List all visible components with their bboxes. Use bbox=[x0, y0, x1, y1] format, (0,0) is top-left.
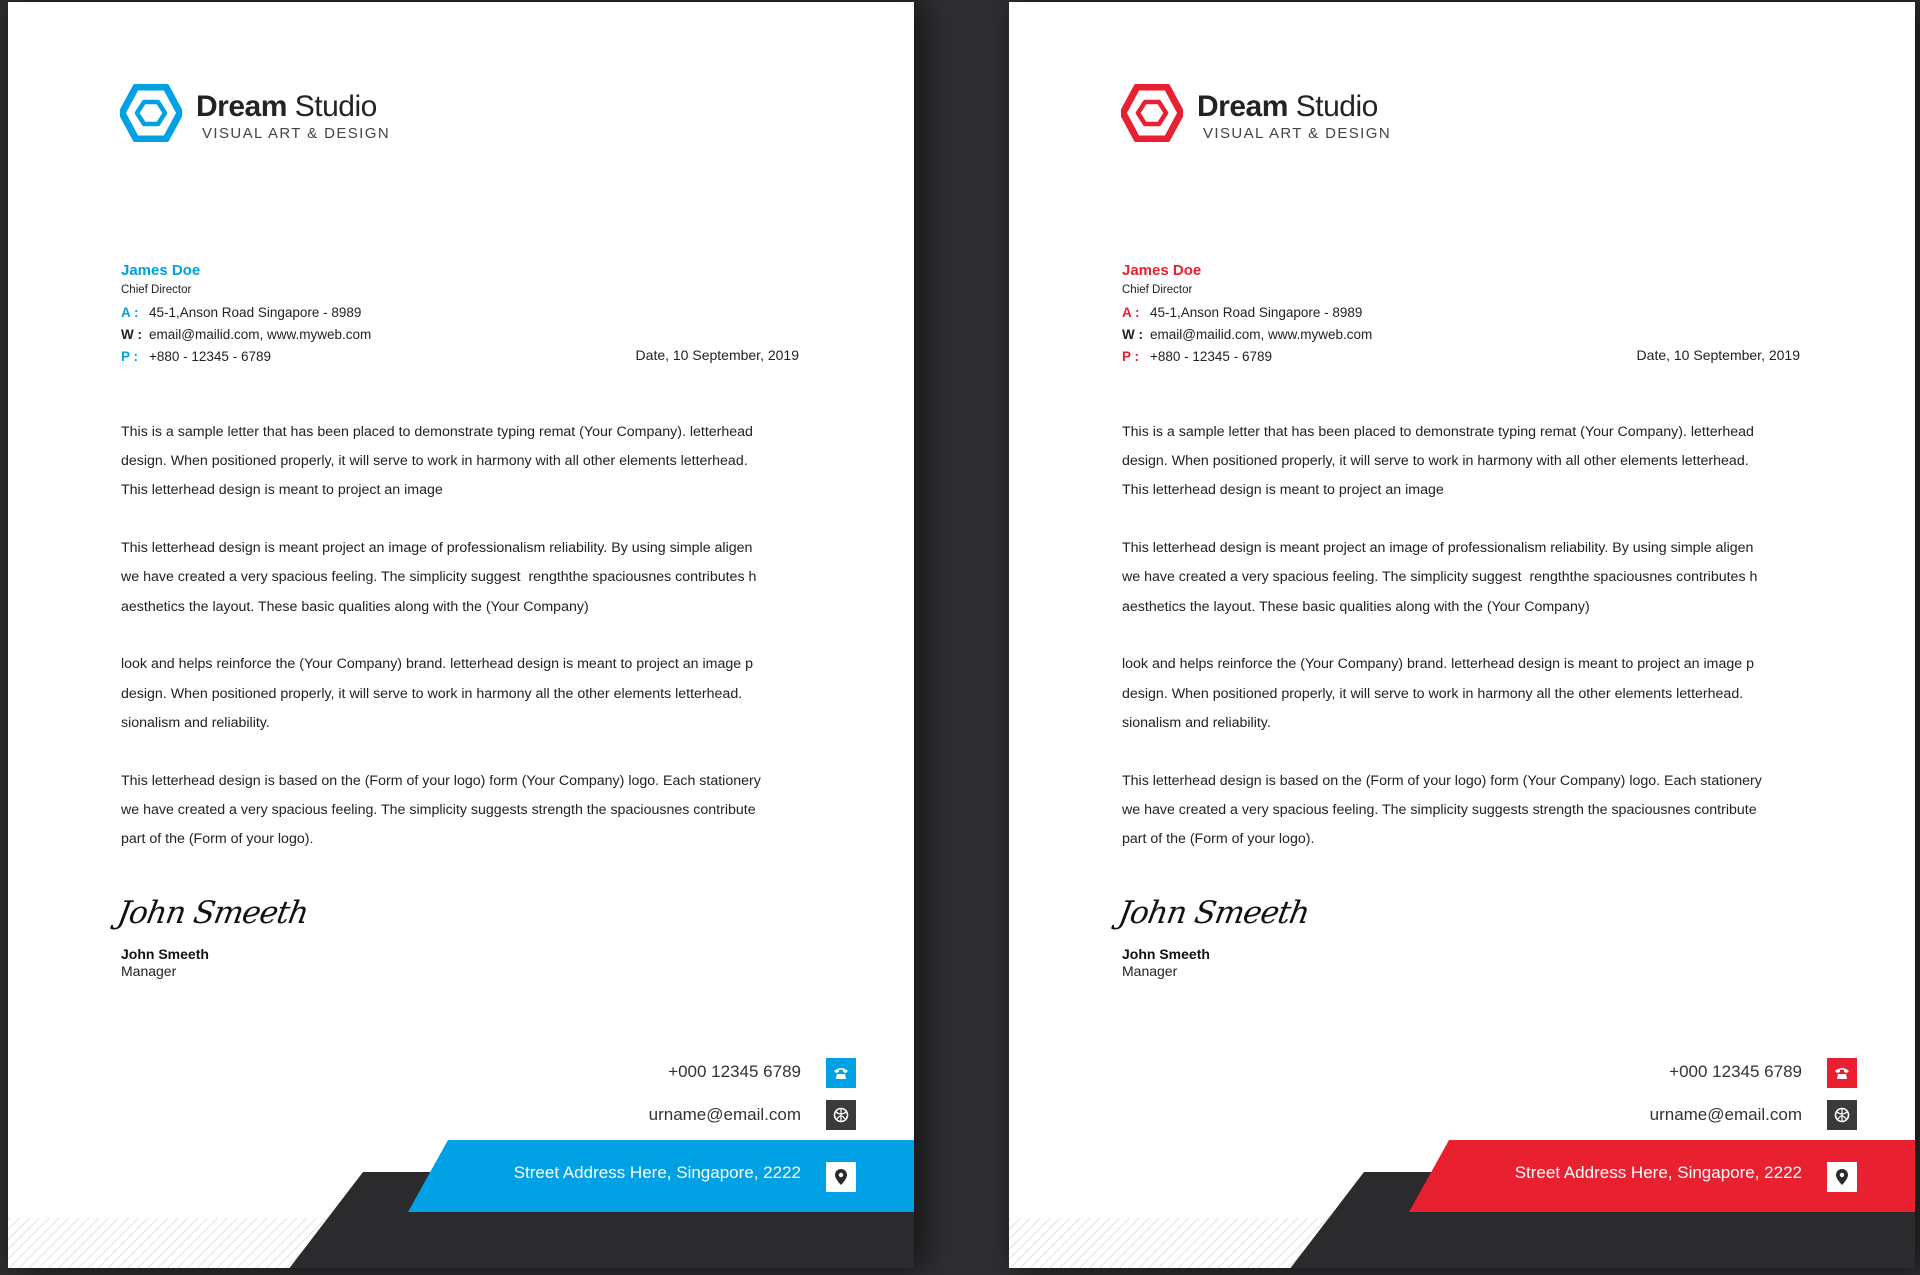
footer-phone: +000 12345 6789 bbox=[1669, 1062, 1802, 1081]
map-pin-icon bbox=[826, 1162, 856, 1192]
footer-address: Street Address Here, Singapore, 2222 bbox=[1514, 1163, 1802, 1182]
sender-web: W : email@mailid.com, www.myweb.com bbox=[1122, 327, 1373, 342]
telephone-icon bbox=[1827, 1058, 1857, 1088]
brand-tagline: VISUAL ART & DESIGN bbox=[1203, 125, 1392, 142]
sender-block bbox=[121, 262, 521, 371]
footer-email: urname@email.com bbox=[1649, 1105, 1802, 1124]
brand-tagline: VISUAL ART & DESIGN bbox=[202, 125, 391, 142]
hexagon-icon bbox=[1121, 84, 1183, 142]
sender-phone: P : +880 - 12345 - 6789 bbox=[121, 349, 271, 364]
map-pin-icon bbox=[1827, 1162, 1857, 1192]
body-paragraph: This letterhead design is based on the (Form of your logo) form (Your Company) logo. Each stationery we have created a very spacious feeling. The simplicity suggests strength the spaciousnes contribute part of the (Form of your logo). bbox=[1122, 772, 1762, 848]
brand-name: Dream Studio bbox=[196, 90, 377, 123]
globe-icon bbox=[826, 1100, 856, 1130]
signer-role: Manager bbox=[121, 963, 177, 979]
footer-address: Street Address Here, Singapore, 2222 bbox=[513, 1163, 801, 1182]
sender-title: Chief Director bbox=[1122, 284, 1193, 296]
sender-name: James Doe bbox=[121, 262, 201, 279]
signer-name: John Smeeth bbox=[121, 946, 209, 962]
globe-icon bbox=[1827, 1100, 1857, 1130]
body-paragraph: This is a sample letter that has been placed to demonstrate typing remat (Your Company). letterhead design. When positioned properly, it will serve to work in harmony with all other elements letterhead. This letterhead design is meant to project an image bbox=[121, 424, 753, 499]
brand-name: Dream Studio bbox=[1197, 90, 1378, 123]
letterhead-page-red bbox=[1009, 2, 1915, 1268]
body-paragraph: look and helps reinforce the (Your Company) brand. letterhead design is meant to project an image p design. When positioned properly, it will serve to work in harmony all the other elements letterhead. sionalism and reliability. bbox=[121, 656, 753, 731]
sender-name: James Doe bbox=[1122, 262, 1202, 279]
body-paragraph: This letterhead design is meant project an image of professionalism reliability. By using simple aligen we have created a very spacious feeling. The simplicity suggest rengththe spaciousnes contributes h aesthetics the layout. These basic qualities along with the (Your Company) bbox=[121, 540, 757, 615]
body-paragraph: This letterhead design is based on the (Form of your logo) form (Your Company) logo. Each stationery we have created a very spacious feeling. The simplicity suggests strength the spaciousnes contribute part of the (Form of your logo). bbox=[121, 772, 761, 848]
letter-body bbox=[1122, 418, 1812, 883]
logo bbox=[1121, 84, 1441, 144]
footer-band bbox=[1009, 1130, 1915, 1268]
letterhead-page-blue bbox=[8, 2, 914, 1268]
body-paragraph: look and helps reinforce the (Your Company) brand. letterhead design is meant to project an image p design. When positioned properly, it will serve to work in harmony all the other elements letterhead. sionalism and reliability. bbox=[1122, 656, 1754, 731]
signer-role: Manager bbox=[1122, 963, 1178, 979]
body-paragraph: This letterhead design is meant project an image of professionalism reliability. By using simple aligen we have created a very spacious feeling. The simplicity suggest rengththe spaciousnes contributes h aesthetics the layout. These basic qualities along with the (Your Company) bbox=[1122, 540, 1758, 615]
sender-web: W : email@mailid.com, www.myweb.com bbox=[121, 327, 372, 342]
sender-phone: P : +880 - 12345 - 6789 bbox=[1122, 349, 1272, 364]
telephone-icon bbox=[826, 1058, 856, 1088]
signer-name: John Smeeth bbox=[1122, 946, 1210, 962]
letter-body bbox=[121, 418, 811, 883]
letter-date: Date, 10 September, 2019 bbox=[1636, 347, 1800, 363]
sender-address: A : 45-1,Anson Road Singapore - 8989 bbox=[1122, 305, 1363, 320]
letter-date: Date, 10 September, 2019 bbox=[635, 347, 799, 363]
body-paragraph: This is a sample letter that has been placed to demonstrate typing remat (Your Company). letterhead design. When positioned properly, it will serve to work in harmony with all other elements letterhead. This letterhead design is meant to project an image bbox=[1122, 424, 1754, 499]
signature: John Smeeth bbox=[114, 895, 311, 931]
footer-phone: +000 12345 6789 bbox=[668, 1062, 801, 1081]
hexagon-icon bbox=[120, 84, 182, 142]
logo bbox=[120, 84, 440, 144]
footer-email: urname@email.com bbox=[648, 1105, 801, 1124]
footer-band bbox=[8, 1130, 914, 1268]
sender-title: Chief Director bbox=[121, 284, 192, 296]
signature: John Smeeth bbox=[1115, 895, 1312, 931]
sender-block bbox=[1122, 262, 1522, 371]
sender-address: A : 45-1,Anson Road Singapore - 8989 bbox=[121, 305, 362, 320]
